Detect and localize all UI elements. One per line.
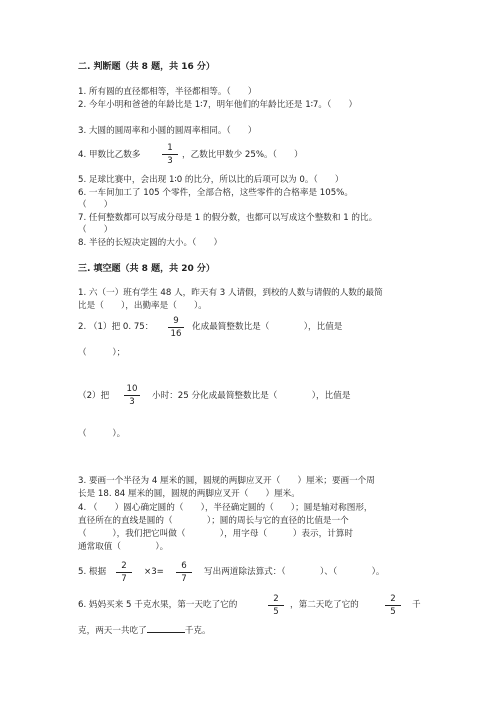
fill-q5-fraction2 — [176, 561, 192, 584]
judge-q4-fraction — [162, 143, 178, 166]
fill-q6-line2 — [78, 623, 211, 637]
judge-q4-pre: 4. 甲数比乙数多 — [78, 150, 141, 160]
fill-q5-pre: 5. 根据 — [78, 567, 107, 577]
fill-q2b-pre: （2）把 — [78, 391, 110, 401]
judge-q1: 1. 所有圆的直径都相等，半径都相等。（ ） — [78, 87, 257, 97]
fraction-denominator: 5 — [390, 607, 396, 617]
section3-title: 三. 填空题（共 8 题，共 20 分） — [78, 264, 215, 274]
fill-q2b-line2: （ ）。 — [78, 429, 126, 439]
fill-q2b-fraction — [124, 384, 140, 407]
fill-q4-line4: 通常取值（ ）。 — [78, 542, 169, 552]
fraction-numerator: 2 — [116, 561, 132, 573]
judge-q3: 3. 大圆的圆周率和小圆的圆周率相同。（ ） — [78, 126, 257, 136]
fill-q2a-pre: 2. （1）把 0. 75： — [78, 322, 154, 332]
fill-q5-fraction1 — [116, 561, 132, 584]
fill-q5-mid: ×3= — [144, 567, 164, 577]
fill-q6-pre: 6. 妈妈买来 5 千克水果，第一天吃了它的 — [78, 600, 238, 610]
fill-q5-post: 写出两道除法算式：（ ）、（ ）。 — [204, 567, 385, 577]
fraction-numerator: 2 — [385, 594, 401, 606]
fill-q4-line1: 4. （ ）圆心确定圆的（ ），半径确定圆的（ ）；圆是轴对称图形， — [78, 503, 373, 513]
fraction-numerator: 1 — [162, 143, 178, 155]
judge-q8: 8. 半径的长短决定圆的大小。（ ） — [78, 238, 223, 248]
answer-blank[interactable] — [147, 623, 185, 633]
fraction-denominator: 7 — [181, 574, 187, 584]
fill-q3-line2: 长是 18. 84 厘米的圆，圆规的两脚应叉开（ ）厘米。 — [78, 489, 300, 499]
fraction-numerator: 10 — [124, 384, 140, 396]
judge-q7-line2: （ ） — [78, 225, 113, 235]
judge-q7-line1: 7. 任何整数都可以写成分母是 1 的假分数，也都可以写成这个整数和 1 的比。 — [78, 213, 378, 223]
section2-title: 二. 判断题（共 8 题，共 16 分） — [78, 62, 215, 72]
fill-q6-line2-pre: 克，两天一共吃了 — [78, 626, 147, 636]
fill-q1-line2: 比是（ ），出勤率是（ ）。 — [78, 301, 207, 311]
judge-q6-line2: （ ） — [78, 200, 113, 210]
fill-q2a-line2: （ ）； — [78, 348, 126, 358]
fill-q2b-post: 小时：25 分化成最简整数比是（ ），比值是 — [152, 391, 351, 401]
fraction-denominator: 5 — [273, 607, 279, 617]
fill-q2a-fraction — [168, 316, 184, 339]
fraction-numerator: 2 — [268, 594, 284, 606]
judge-q4-post: ，乙数比甲数少 25%。（ ） — [182, 150, 303, 160]
judge-q5: 5. 足球比赛中，会出现 1∶0 的比分，所以比的后项可以为 0。（ ） — [78, 175, 344, 185]
judge-q6-line1: 6. 一车间加工了 105 个零件，全部合格，这些零件的合格率是 105%。 — [78, 188, 353, 198]
fraction-denominator: 3 — [129, 397, 135, 407]
judge-q2: 2. 今年小明和爸爸的年龄比是 1∶7，明年他们的年龄比还是 1∶7。（ ） — [78, 100, 358, 110]
fraction-denominator: 7 — [121, 574, 127, 584]
fill-q2a-post: 化成最简整数比是（ ），比值是 — [192, 322, 343, 332]
fraction-denominator: 16 — [170, 329, 182, 339]
fill-q6-fraction1 — [268, 594, 284, 617]
fraction-numerator: 6 — [176, 561, 192, 573]
fill-q6-mid: ，第二天吃了它的 — [290, 600, 359, 610]
fill-q6-line2-post: 千克。 — [184, 626, 211, 636]
fraction-denominator: 3 — [167, 156, 173, 166]
fill-q4-line2: 直径所在的直线是圆的（ ）；圆的周长与它的直径的比值是一个 — [78, 516, 349, 526]
fraction-numerator: 9 — [168, 316, 184, 328]
fill-q3-line1: 3. 要画一个半径为 4 厘米的圆，圆规的两脚应叉开（ ）厘米；要画一个周 — [78, 476, 375, 486]
fill-q1-line1: 1. 六（一）班有学生 48 人，昨天有 3 人请假，到校的人数与请假的人数的最简 — [78, 288, 383, 298]
fill-q6-end: 千 — [412, 600, 421, 610]
fill-q4-line3: （ ），我们把它叫做（ ），用字母（ ）表示，计算时 — [78, 529, 353, 539]
fill-q6-fraction2 — [385, 594, 401, 617]
